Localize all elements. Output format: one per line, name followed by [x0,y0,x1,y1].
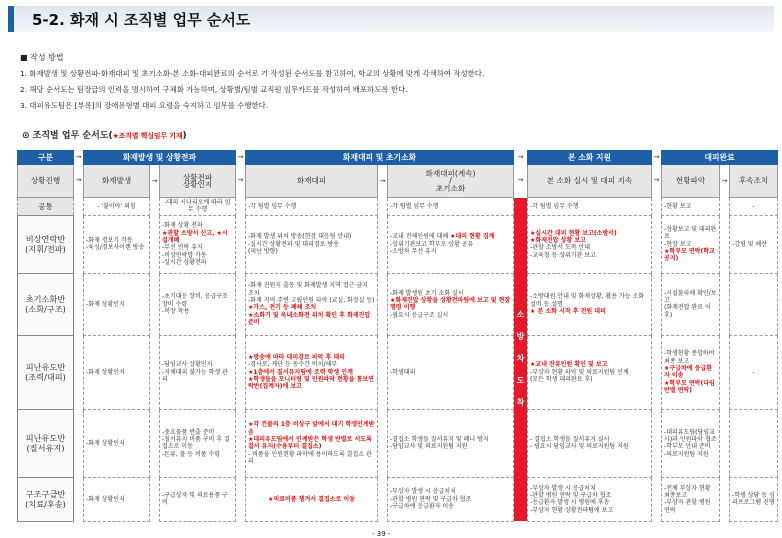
arrow: → [653,176,660,185]
role-label: 구조구급반 (치료/후송) [18,477,74,521]
key-task: ★실시간 대피 현황 보고(소방서) ★화재진압 상황 보고 [530,229,617,244]
row-cell [160,215,236,273]
chak-letter: 소 [516,310,525,320]
row-cell: - [730,335,778,409]
table-row [18,409,778,477]
row-cell: -강평 및 해산 [730,215,778,273]
row-cell [246,273,378,335]
row-cell: -학생 상담 등 심리프로그램 진행 [730,477,778,521]
key-task: ★방송에 따라 대피경로 파악 후 대피 [248,353,345,361]
common-row [18,198,778,216]
cell-text: -필요시 응급구조 실시 [390,311,449,319]
row-cell [246,335,378,409]
row-cell: -초기대응 장비, 응급구조 장비 수령 -복장 착용 [160,273,236,335]
header-row [18,151,778,165]
arrow: → [237,176,244,185]
chak-letter: 도 [516,376,525,386]
common-c5: -각 팀별 임무 수행 [528,198,652,216]
key-task: ★1층에서 질서유지팀에 조력 학생 인계 ★학생들을 모니터링 및 인원파악 현황을 통보연락반(집계자)에 보고 [248,368,374,391]
chak-letter: 차 [516,354,525,364]
cell-text: -화재 진원지 출동 및 화재발생 지역 접근 금지 조치 -화재 지역 주변 고립인원 파악 (교실, 화장실 등) [248,282,375,304]
cell-text: -화재 발생원 초기 소화 실시 [390,289,464,297]
row-cell: -화재 발생 위치 방송(현장 대응팀 안내) -실시간 상황전파 및 대피경로 방송 (피난 방향) [246,215,378,273]
key-task: ★구급차에 응급환자 이송 ★학부모 연락(다임 반별 연락) [664,364,715,395]
key-task: ★관할 소방서 신고, ★시설개폐 [162,229,228,244]
key-task: ★화재진압 상황을 상황전파팀에 보고 및 현장 명령 이행 [390,296,511,312]
header-main: 본 소화 지원 [528,151,652,165]
key-task: ★학부모 연락(학교 공지) [664,248,715,263]
sub-spread [160,165,236,198]
row-cell [528,335,652,409]
role-label: 초기소화반 (소화/구조) [18,273,74,335]
arrow: → [379,176,386,185]
subheader-row [18,165,778,198]
sub-cont [388,165,514,198]
sub-evacuation: 화재대피 [246,165,378,198]
role-label: 피난유도반 (질서유지) [18,409,74,477]
page-number: - 39 - [372,530,391,538]
row-cell: -화재 상황인지 [84,477,150,521]
row-cell [730,273,778,335]
key-task: ★각 건물의 1층 비상구 앞에서 대기 학생인계받음 ★대피유도팀에서 인계받은 학생 반별로 서도록 질서 유지(수용부터 결집소) [248,421,375,451]
table-row [18,335,778,409]
sub-cont-3: 초기소화 [435,183,466,193]
row-cell [388,215,514,273]
section-title: 5-2. 화재 시 조직별 업무 순서도 [32,11,251,29]
arrow: → [75,176,82,185]
cell-text: -학생현황 종합하여 최종 보고 [664,350,715,365]
chak-letter: 착 [516,398,525,408]
row-cell: -결집소 학생들 질서유지 및 폐니 방지 -담임교사 및 의료지원팀 지원 [388,409,514,477]
row-cell [528,215,652,273]
sub-status: 현황파악 [662,165,720,198]
row-cell: -구급상자 및 의료용품 구비 [160,477,236,521]
row-cell: -화재 상황인지 [84,409,150,477]
table-row [18,273,778,335]
method-line-1: 1. 화재발생 및 상황전파-화재대피 및 초기소화-본 소화-대피완료의 순서로 기 작성된 순서도를 참고하여, 학교의 상황에 맞게 각색하여 작성한다. [20,69,485,78]
common-c6: -현황 보고 [662,198,720,216]
sub-fire-occur: 화재발생 [84,165,150,198]
common-c2: -대피 시나리오에 따라 임무 수행 [160,198,236,216]
flow-title-note: ★조직별 핵심임무 기재 [112,132,183,140]
arrow: → [237,152,244,161]
row-cell [388,273,514,335]
flow-title [22,128,187,141]
row-cell [662,215,720,273]
row-cell [246,409,378,477]
cell-text: -경사로, 계단 등 동수간 비치/해부 [248,361,338,369]
row-cell [662,335,720,409]
cell-text: -부상자 현황 파악 및 의료지원팀 인계 (모든 학생 대피완료 후) [530,368,629,384]
role-label: 비상연락반 (지휘/전파) [18,215,74,273]
common-label: 공통 [18,198,74,216]
row-cell: -시설물파해 확인/보고 (화재진압 완료 이후) [662,273,720,335]
arrow: → [517,176,524,185]
sub-spread-1: 상황전파 [182,172,213,182]
sub-situation: 상황진행 [18,165,74,198]
cell-text: -관할 소방서 도착 안내 -교육청 등 상위기관 보고 [530,244,596,259]
arrow: → [517,152,524,161]
section-title-bar [8,6,774,32]
row-cell: -담임교사 상황인지 -지체대피 불가능 학생 관리 [160,335,236,409]
cell-text: - 비품을 인원현황 파악에 용이하도록 결집소 관리 [248,450,372,466]
header-complete: 대피완료 [662,151,778,165]
header-fire: 화재발생 및 상황전파 [84,151,236,165]
arrow: → [653,152,660,161]
role-label: 피난유도반 (조력/대피) [18,335,74,409]
key-task: ★대피 현황 집계 [450,233,495,241]
header-category: 구분 [18,151,74,165]
sub-main-support: 본 소화 실시 및 대피 지속 [528,165,652,198]
row-cell [528,273,652,335]
common-c4: -각 팀별 임무 수행 [388,198,514,216]
org-flow-table [17,150,778,522]
fire-truck-arrival-band [514,198,528,522]
row-cell: - 결집소 학생들 질서유지 실시 - 필요시 담임교사 및 의료지원팀 지원 [528,409,652,477]
common-c1: - '불이야' 외침 [84,198,150,216]
row-cell: -부상자 발생 시 응급처치 -관할 병원 연락 및 구급차 협조 -구급차에 응급환자 이송 [388,477,514,521]
sub-follow: 후속조치 [730,165,778,198]
arrow: → [75,152,82,161]
row-cell [730,409,778,477]
table-row [18,477,778,521]
method-line-3: 3. 대피유도팀은 [부록]의 장애유형별 대피 요령을 숙지하고 임무를 수행한다. [20,101,269,110]
arrow: → [151,176,158,185]
row-cell: -학생대피 [388,335,514,409]
cell-text: -상위기관보고 학부모 상황 공유 -소방차 무선 유지 [390,240,474,256]
cell-text: -소방대원 안내 및 화재상황, 활용 가능 소화설비 등 설명 [530,293,645,308]
cell-text: -화재 상황 전파 [162,222,203,230]
key-task: ★의료비품 챙겨서 결집소로 이동 [246,477,378,521]
key-task: ★가스, 전기 등 폐쇄 조치 ★소화기 및 옥내소화전 위치 확인 후 화재진압 준비 [248,304,371,327]
common-c3: -각 팀별 임무 수행 [246,198,378,216]
cell-text: -무선 연락 유지 -비상연락망 가동 -실시간 상황전파 [162,244,207,267]
key-task: ★교내 잔류인원 확인 및 보고 [530,361,608,369]
row-cell: -화재 경보기 작동 -육성/경보사이렌 방송 [84,215,150,273]
table-row [18,215,778,273]
method-line-2: 2. 해당 순서도는 팀장급의 인력을 명시하여 구체화 가능하며, 상황별/팀별 교직원 임무카드를 작성하여 배포하도록 한다. [20,85,408,94]
row-cell: -화재 상황인지 [84,273,150,335]
row-cell: -화재 상황인지 [84,335,150,409]
row-cell: -중요물품 반출 준비 -질서유지 비품 구비 후 결집소로 이동 -돈류, 물 등 비품 수령 [160,409,236,477]
common-c7: - [730,198,778,216]
sub-cont-2: / [449,176,452,186]
row-cell: -대피유도팀(담임교사)과 인원파악 협조 -학부모 안내 준비 -의료지원팀 지원 [662,409,720,477]
chak-letter: 방 [516,332,525,342]
row-cell: -부상자 발생 시 응급처치 -관할 병원 연락 및 구급차 협조 -응급환자 발생 시 병원에 후송 -부상자 현황 상황전파팀에 보고 [528,477,652,521]
flow-title-text: ⊙ 조직별 업무 순서도( [22,131,113,141]
sub-cont-1: 화재대피(계속) [425,168,476,178]
header-evac: 화재대피 및 초기소화 [246,151,514,165]
arrow: → [721,176,728,185]
flow-title-end: ) [182,131,187,141]
cell-text: -교내 전체인원에 대해 [390,233,451,241]
cell-text: -상황보고 및 대피완료 -현장 보고 [664,225,717,248]
method-heading: ■ 작성 방법 [20,53,64,62]
sub-spread-2: 상황인지 [182,180,213,189]
key-task: ★ 본 소화 시작 후 전원 대피 [530,308,606,316]
row-cell: -전체 부상자 현황 최종보고 -부상자 관할 병원 연락 [662,477,720,521]
